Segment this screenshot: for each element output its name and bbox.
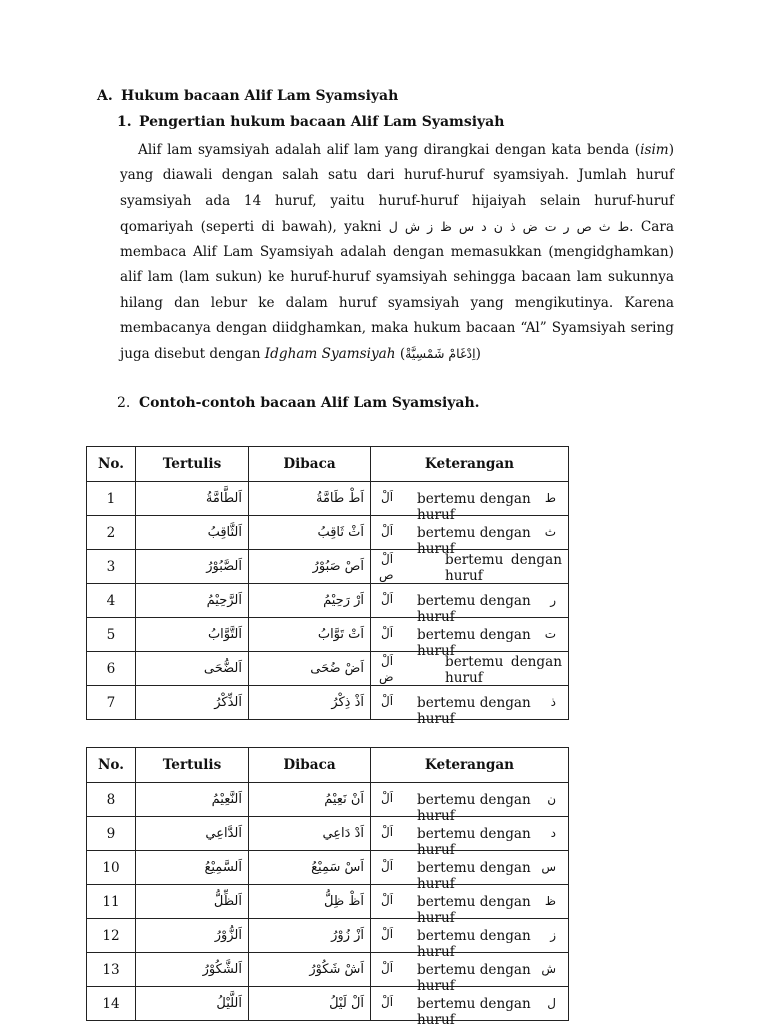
keterangan-text: bertemu dengan huruf bbox=[417, 860, 531, 892]
al-prefix: اَلْ bbox=[381, 592, 394, 606]
cell-keterangan bbox=[371, 987, 569, 1028]
table-row bbox=[87, 817, 569, 851]
cell-keterangan bbox=[371, 885, 569, 926]
definition-paragraph bbox=[120, 138, 674, 368]
header-tertulis: Tertulis bbox=[136, 447, 249, 482]
huruf-letter: ل bbox=[547, 996, 556, 1010]
paragraph-text-4: ( bbox=[395, 346, 406, 363]
cell-dibaca: اَلْ لَيْلُ bbox=[249, 987, 371, 1021]
cell-dibaca: اَصْ صَبُوْرُ bbox=[249, 550, 371, 584]
cell-tertulis: اَلرَّحِيْمُ bbox=[136, 584, 249, 618]
cell-no: 1 bbox=[87, 482, 136, 516]
keterangan-text: bertemu dengan huruf bbox=[417, 525, 531, 557]
table-row bbox=[87, 919, 569, 953]
table-row bbox=[87, 953, 569, 987]
arabic-term: اِدْغَامْ شَمْسِيَّةْ bbox=[405, 346, 476, 362]
al-prefix: اَلْ bbox=[381, 791, 394, 805]
huruf-letter: ض bbox=[379, 670, 394, 684]
cell-keterangan bbox=[371, 851, 569, 892]
cell-dibaca: اَسْ سَمِيْعُ bbox=[249, 851, 371, 885]
huruf-letter: ظ bbox=[544, 894, 556, 908]
huruf-letter: ت bbox=[544, 627, 556, 641]
cell-no: 11 bbox=[87, 885, 136, 919]
section-label: A. bbox=[97, 88, 113, 104]
cell-tertulis: اَللَّيْلُ bbox=[136, 987, 249, 1021]
paragraph-body bbox=[120, 138, 674, 368]
header-no: No. bbox=[87, 447, 136, 482]
paragraph-term: Idgham Syamsiyah bbox=[264, 346, 396, 363]
cell-dibaca: اَزْ زُوْرُ bbox=[249, 919, 371, 953]
table-header-row bbox=[87, 748, 569, 783]
cell-keterangan bbox=[371, 618, 569, 659]
cell-keterangan bbox=[371, 686, 569, 727]
subsection-1-heading bbox=[117, 114, 504, 130]
cell-no: 7 bbox=[87, 686, 136, 720]
cell-no: 3 bbox=[87, 550, 136, 584]
cell-dibaca: اَشْ شَكُوْرُ bbox=[249, 953, 371, 987]
subsection-2-heading bbox=[117, 395, 480, 411]
cell-tertulis: اَلثَّاقِبُ bbox=[136, 516, 249, 550]
cell-no: 2 bbox=[87, 516, 136, 550]
cell-keterangan bbox=[371, 783, 569, 824]
al-prefix: اَلْ bbox=[381, 893, 394, 907]
table-row bbox=[87, 987, 569, 1021]
cell-tertulis: اَلصَّبُوْرُ bbox=[136, 550, 249, 584]
huruf-letter: ط bbox=[544, 491, 556, 505]
cell-dibaca: اَطْ طَامَّةُ bbox=[249, 482, 371, 516]
cell-keterangan bbox=[371, 482, 569, 523]
al-prefix: اَلْ bbox=[381, 654, 394, 668]
al-prefix: اَلْ bbox=[381, 694, 394, 708]
table-row bbox=[87, 618, 569, 652]
cell-no: 12 bbox=[87, 919, 136, 953]
table-row bbox=[87, 516, 569, 550]
keterangan-text: bertemu dengan huruf bbox=[445, 552, 562, 584]
cell-no: 6 bbox=[87, 652, 136, 686]
paragraph-text-1: Alif lam syamsiyah adalah alif lam yang dirangkai dengan kata benda ( bbox=[138, 142, 641, 158]
keterangan-text: bertemu dengan huruf bbox=[445, 654, 562, 686]
huruf-letter: س bbox=[541, 860, 556, 874]
header-dibaca: Dibaca bbox=[249, 447, 371, 482]
subsection-1-label: 1. bbox=[117, 114, 132, 130]
cell-dibaca: اَثْ ثَاقِبُ bbox=[249, 516, 371, 550]
huruf-letter: ش bbox=[541, 962, 556, 976]
cell-dibaca: اَنْ نَعِيْمُ bbox=[249, 783, 371, 817]
header-dibaca: Dibaca bbox=[249, 748, 371, 783]
al-prefix: اَلْ bbox=[381, 552, 394, 566]
header-keterangan: Keterangan bbox=[371, 447, 569, 482]
keterangan-text: bertemu dengan huruf bbox=[417, 593, 531, 625]
huruf-letter: د bbox=[550, 826, 556, 840]
cell-keterangan bbox=[371, 652, 569, 686]
cell-tertulis: اَلذِّكْرُ bbox=[136, 686, 249, 720]
cell-tertulis: اَلشَّكُوْرُ bbox=[136, 953, 249, 987]
huruf-letter: ذ bbox=[550, 695, 556, 709]
keterangan-text: bertemu dengan huruf bbox=[417, 491, 531, 523]
syamsiyah-letters: ط ث ص ر ت ض ذ ن د س ظ ز ش ل bbox=[388, 218, 630, 234]
cell-dibaca: اَذْ ذِكْرُ bbox=[249, 686, 371, 720]
huruf-letter: ث bbox=[544, 525, 556, 539]
table-row bbox=[87, 584, 569, 618]
huruf-letter: ص bbox=[379, 568, 394, 582]
paragraph-text-2: ) yang diawali dengan salah satu dari huruf-huruf syamsiyah. Jumlah huruf syamsiyah ada 14 huruf, yaitu huruf-huruf hijaiyah selain huruf-huruf qomariyah (seperti di bawah), yakni bbox=[120, 142, 674, 235]
paragraph-text-5: ) bbox=[475, 346, 481, 363]
cell-dibaca: اَرْ رَحِيْمُ bbox=[249, 584, 371, 618]
cell-no: 10 bbox=[87, 851, 136, 885]
cell-tertulis: اَلسَّمِيْعُ bbox=[136, 851, 249, 885]
paragraph-text-3: . Cara membaca Alif Lam Syamsiyah adalah dengan memasukkan (mengidghamkan) alif lam (lam sukun) ke huruf-huruf syamsiyah sehingga bacaan lam sukunnya hilang dan lebur ke dalam huruf syamsiyah yang mengikutinya. Karena membacanya dengan diidghamkan, maka hukum bacaan “Al” Syamsiyah sering juga disebut dengan bbox=[120, 218, 674, 363]
paragraph-isim: isim bbox=[640, 142, 669, 158]
keterangan-text: bertemu dengan huruf bbox=[417, 792, 531, 824]
table-row bbox=[87, 482, 569, 516]
header-tertulis: Tertulis bbox=[136, 748, 249, 783]
keterangan-text: bertemu dengan huruf bbox=[417, 826, 531, 858]
cell-tertulis: اَلظِّلُّ bbox=[136, 885, 249, 919]
section-heading bbox=[97, 88, 398, 104]
cell-dibaca: اَتْ تَوَّابُ bbox=[249, 618, 371, 652]
al-prefix: اَلْ bbox=[381, 490, 394, 504]
section-title: Hukum bacaan Alif Lam Syamsiyah bbox=[121, 88, 399, 104]
keterangan-text: bertemu dengan huruf bbox=[417, 695, 531, 727]
table-header-row bbox=[87, 447, 569, 482]
table-row bbox=[87, 783, 569, 817]
keterangan-text: bertemu dengan huruf bbox=[417, 894, 531, 926]
al-prefix: اَلْ bbox=[381, 961, 394, 975]
cell-keterangan bbox=[371, 953, 569, 994]
table-row bbox=[87, 550, 569, 584]
al-prefix: اَلْ bbox=[381, 524, 394, 538]
keterangan-text: bertemu dengan huruf bbox=[417, 962, 531, 994]
huruf-letter: ر bbox=[550, 593, 556, 607]
table-row bbox=[87, 652, 569, 686]
cell-tertulis: اَلطَّامَّةُ bbox=[136, 482, 249, 516]
cell-no: 9 bbox=[87, 817, 136, 851]
cell-tertulis: اَلضُّحَى bbox=[136, 652, 249, 686]
cell-keterangan bbox=[371, 919, 569, 960]
cell-dibaca: اَضْ ضُحَى bbox=[249, 652, 371, 686]
header-no: No. bbox=[87, 748, 136, 783]
cell-no: 13 bbox=[87, 953, 136, 987]
examples-table-1 bbox=[86, 446, 569, 727]
cell-tertulis: اَلزُّوْرُ bbox=[136, 919, 249, 953]
keterangan-text: bertemu dengan huruf bbox=[417, 996, 531, 1028]
al-prefix: اَلْ bbox=[381, 927, 394, 941]
huruf-letter: ن bbox=[547, 792, 556, 806]
header-keterangan: Keterangan bbox=[371, 748, 569, 783]
cell-no: 8 bbox=[87, 783, 136, 817]
cell-no: 14 bbox=[87, 987, 136, 1021]
table-row bbox=[87, 851, 569, 885]
table-row bbox=[87, 686, 569, 720]
subsection-1-title: Pengertian hukum bacaan Alif Lam Syamsiyah bbox=[139, 114, 505, 130]
cell-no: 4 bbox=[87, 584, 136, 618]
cell-keterangan bbox=[371, 584, 569, 625]
huruf-letter: ز bbox=[550, 928, 556, 942]
cell-keterangan bbox=[371, 550, 569, 584]
cell-dibaca: اَدْ دَاعِي bbox=[249, 817, 371, 851]
al-prefix: اَلْ bbox=[381, 995, 394, 1009]
cell-tertulis: اَلتَّوَّابُ bbox=[136, 618, 249, 652]
cell-dibaca: اَظْ ظِلُّ bbox=[249, 885, 371, 919]
al-prefix: اَلْ bbox=[381, 825, 394, 839]
al-prefix: اَلْ bbox=[381, 859, 394, 873]
cell-keterangan bbox=[371, 516, 569, 557]
subsection-2-title: Contoh-contoh bacaan Alif Lam Syamsiyah. bbox=[139, 395, 480, 411]
subsection-2-label: 2. bbox=[117, 395, 131, 411]
cell-keterangan bbox=[371, 817, 569, 858]
cell-tertulis: اَلدَّاعِي bbox=[136, 817, 249, 851]
cell-no: 5 bbox=[87, 618, 136, 652]
al-prefix: اَلْ bbox=[381, 626, 394, 640]
keterangan-text: bertemu dengan huruf bbox=[417, 627, 531, 659]
keterangan-text: bertemu dengan huruf bbox=[417, 928, 531, 960]
cell-tertulis: اَلنَّعِيْمُ bbox=[136, 783, 249, 817]
examples-table-2 bbox=[86, 747, 569, 1028]
table-row bbox=[87, 885, 569, 919]
